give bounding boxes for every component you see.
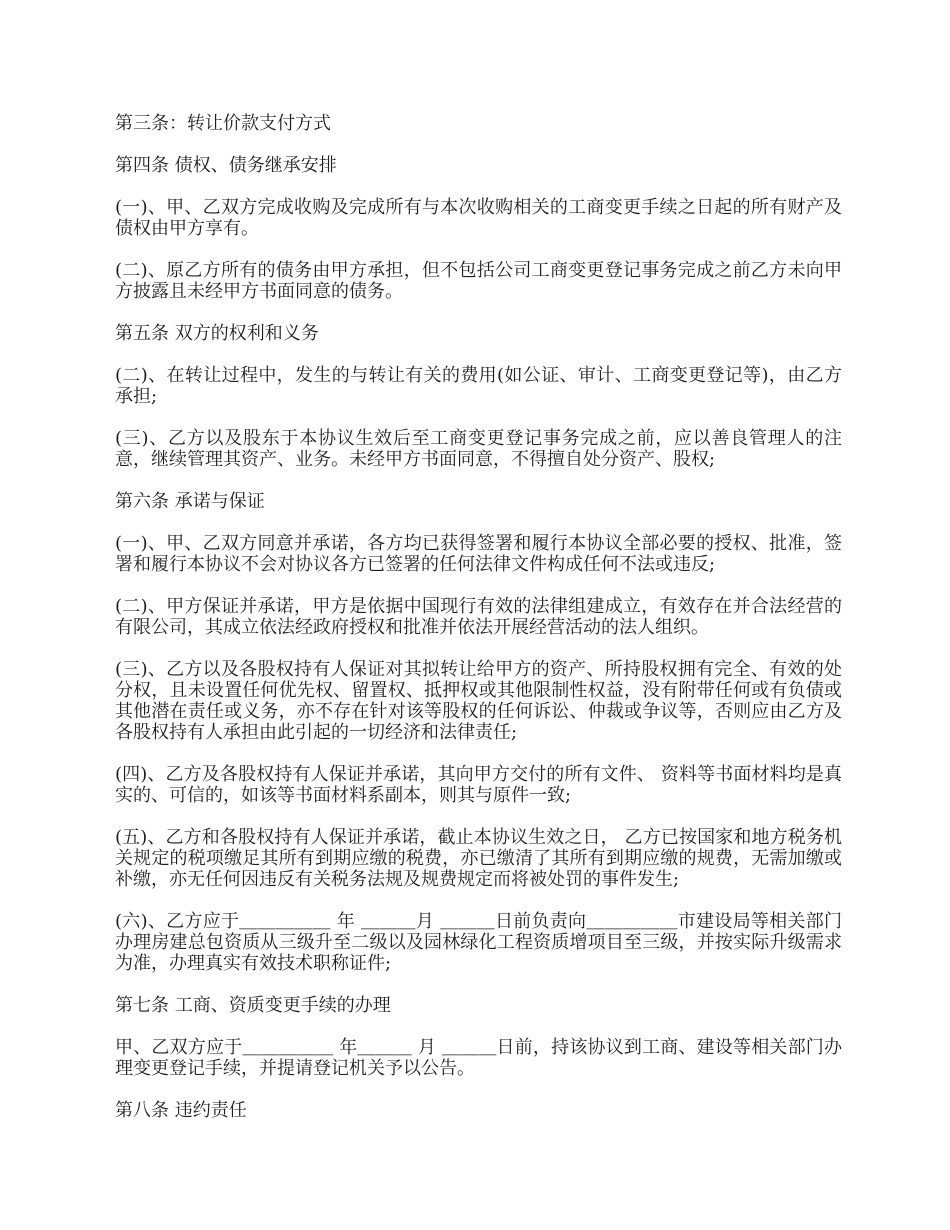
document-page — [115, 113, 842, 1142]
article-7-heading: 第七条 工商、资质变更手续的办理 — [115, 995, 391, 1016]
article-6-clause-6: (六)、乙方应于＿＿＿＿＿ 年 ＿＿＿月 ＿＿＿日前负责向＿＿＿＿＿市建设局等相关部门办理房建总包资质从三级升至二级以及园林绿化工程资质增项目至三级，并按实际升级需求为准，办理真实有效技术职称证件; — [115, 911, 842, 974]
article-7-clause: 甲、乙双方应于＿＿＿＿＿ 年＿＿＿ 月 ＿＿＿日前，持该协议到工商、建设等相关部门办理变更登记手续，并提请登记机关予以公告。 — [115, 1037, 842, 1079]
article-4-clause-1: (一)、甲、乙双方完成收购及完成所有与本次收购相关的工商变更手续之日起的所有财产及债权由甲方享有。 — [115, 197, 842, 239]
article-4-heading: 第四条 债权、债务继承安排 — [115, 155, 337, 176]
article-6-clause-1: (一)、甲、乙双方同意并承诺，各方均已获得签署和履行本协议全部必要的授权、批准，签署和履行本协议不会对协议各方已签署的任何法律文件构成任何不法或违反; — [115, 533, 842, 575]
article-6-clause-4: (四)、乙方及各股权持有人保证并承诺，其向甲方交付的所有文件、 资料等书面材料均是真实的、可信的，如该等书面材料系副本，则其与原件一致; — [115, 764, 842, 806]
article-8-heading: 第八条 违约责任 — [115, 1100, 247, 1121]
article-5-heading: 第五条 双方的权利和义务 — [115, 323, 319, 344]
article-5-clause-3: (三)、乙方以及股东于本协议生效后至工商变更登记事务完成之前，应以善良管理人的注意，继续管理其资产、业务。未经甲方书面同意，不得擅自处分资产、股权; — [115, 428, 842, 470]
article-6-clause-2: (二)、甲方保证并承诺，甲方是依据中国现行有效的法律组建成立，有效存在并合法经营的有限公司，其成立依法经政府授权和批准并依法开展经营活动的法人组织。 — [115, 596, 842, 638]
article-6-clause-5: (五)、乙方和各股权持有人保证并承诺，截止本协议生效之日， 乙方已按国家和地方税务机关规定的税项缴足其所有到期应缴的税费，亦已缴清了其所有到期应缴的规费，无需加缴或补缴，亦无任何因违反有关税务法规及规费规定而将被处罚的事件发生; — [115, 827, 842, 890]
article-4-clause-2: (二)、原乙方所有的债务由甲方承担，但不包括公司工商变更登记事务完成之前乙方未向甲方披露且未经甲方书面同意的债务。 — [115, 260, 842, 302]
article-6-heading: 第六条 承诺与保证 — [115, 491, 265, 512]
article-3-heading: 第三条：转让价款支付方式 — [115, 113, 331, 134]
article-6-clause-3: (三)、乙方以及各股权持有人保证对其拟转让给甲方的资产、所持股权拥有完全、有效的处分权，且未设置任何优先权、留置权、抵押权或其他限制性权益，没有附带任何或有负债或其他潜在责任或义务，亦不存在针对该等股权的任何诉讼、仲裁或争议等，否则应由乙方及各股权持有人承担由此引起的一切经济和法律责任; — [115, 659, 842, 743]
article-5-clause-2: (二)、在转让过程中，发生的与转让有关的费用(如公证、审计、工商变更登记等)，由乙方承担; — [115, 365, 842, 407]
